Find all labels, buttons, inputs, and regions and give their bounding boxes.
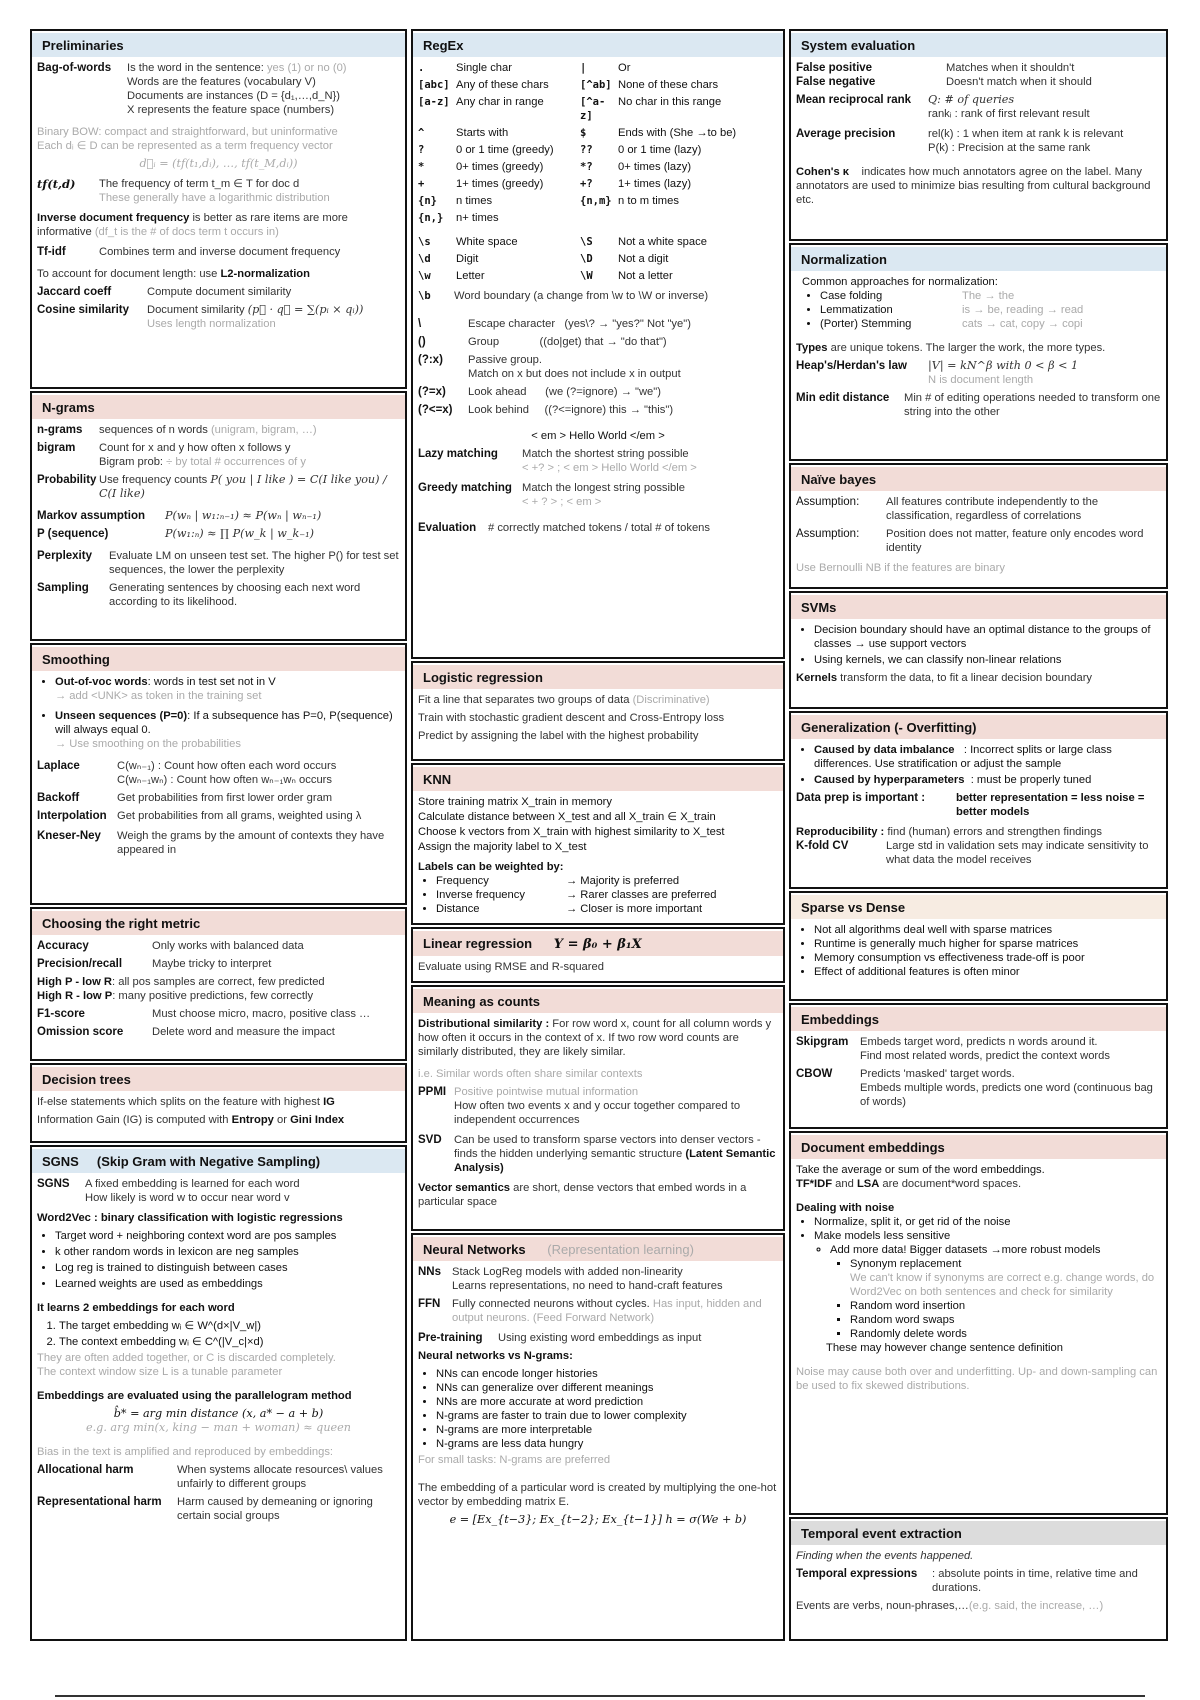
regex-description: Not a letter: [618, 270, 673, 282]
regex-symbol: ??: [580, 144, 593, 156]
regex-description: Any char in range: [456, 96, 544, 108]
regex-description: 1+ times (lazy): [618, 178, 692, 190]
regex-description: 0 or 1 time (greedy): [456, 144, 554, 156]
section-title: Neural Networks (Representation learning): [413, 1237, 783, 1261]
regex-symbol: $: [580, 127, 587, 139]
section-title: N-grams: [32, 395, 405, 419]
regex-description: Starts with: [456, 127, 509, 139]
regex-symbol: \S: [580, 236, 593, 248]
section-title: Embeddings: [791, 1007, 1166, 1031]
regex-description: Single char: [456, 62, 512, 74]
section-sparse-vs-dense: Sparse vs Dense • Not all algorithms deal well with sparse matrices • Runtime is generally much higher for sparse matrices • Memory consumption vs effectiveness trade-off is poor • Effect of additional features is often minor: [789, 891, 1168, 1001]
regex-symbol: *: [418, 161, 425, 173]
regex-symbol: *?: [580, 161, 593, 173]
regex-description: Not a white space: [618, 236, 707, 248]
section-title: Choosing the right metric: [32, 911, 405, 935]
term-idf: Inverse document frequency: [37, 212, 190, 224]
section-decision-trees: Decision trees If-else statements which splits on the feature with highest IG Information Gain (IG) is computed with Entropy or Gini Index: [30, 1063, 407, 1143]
regex-symbol: {n}: [418, 195, 437, 207]
regex-symbol: \w: [418, 270, 431, 282]
section-title: Meaning as counts: [413, 989, 783, 1013]
section-linear-regression: Linear regression Y = β₀ + β₁X Evaluate using RMSE and R-squared: [411, 927, 785, 983]
regex-symbol: [^a-z]: [580, 96, 606, 122]
regex-symbol: {n,m}: [580, 195, 612, 207]
section-metric: Choosing the right metric Accuracy Only works with balanced data Precision/recall Maybe tricky to interpret High P - low R: all pos samples are correct, few predicted High R - low P: many positive predictions, few correctly F1-score Must choose micro, macro, positive class … Omission score Delete word and measure the impact: [30, 907, 407, 1061]
regex-description: Ends with (She →to be): [618, 127, 737, 139]
regex-symbol: ?: [418, 144, 425, 156]
section-sgns: SGNS (Skip Gram with Negative Sampling) SGNS A fixed embedding is learned for each word How likely is word w to occur near word v Word2Vec : binary classification with logistic regressions • Target word + neighboring context word are pos samples • k other random words in lexicon are neg samples • Log reg is trained to distinguish between cases • Learned weights are used as embeddings It learns 2 embeddings for each word 1. The target embedding wᵢ ∈ W^(d×|V_w|) 2. The context embedding wᵢ ∈ C^(|V_c|×d) They are often added together, or C is discarded completely. The context window size L is a tunable parameter Embeddings are evaluated using the parallelogram method b̂* = arg min distance (x, a* − a + b) e.g. arg min(x, king − man + woman) ≈ queen Bias in the text is amplified and reproduced by embeddings: Allocational harm When systems allocate resources\ values unfairly to different groups Representational harm Harm caused by demeaning or ignoring certain social groups: [30, 1145, 407, 1641]
section-knn: KNN Store training matrix X_train in memory Calculate distance between X_test and all X_train ∈ X_train Choose k vectors from X_train with highest similarity to X_test Assign the majority label to X_test Labels can be weighted by: • Frequency → Majority is preferred • Inverse frequency → Rarer classes are preferred • Distance → Closer is more important: [411, 763, 785, 925]
section-title: Smoothing: [32, 647, 405, 671]
section-title: Linear regression Y = β₀ + β₁X: [413, 931, 783, 956]
section-title: Temporal event extraction: [791, 1521, 1166, 1545]
regex-symbol: {n,}: [418, 212, 444, 224]
section-title: RegEx: [413, 33, 783, 57]
term-bag-of-words: Bag-of-words: [37, 62, 112, 74]
regex-table-classes: [418, 235, 778, 283]
regex-table: [418, 61, 778, 225]
regex-symbol: [580, 211, 614, 225]
regex-symbol: |: [580, 62, 587, 74]
section-preliminaries: Preliminaries Bag-of-words Is the word in the sentence: yes (1) or no (0) Words are the features (vocabulary V) Documents are instances (D = {d₁,…,d_N}) X represents the feature space (numbers) Binary BOW: compact and straightforward, but uninformative Each dᵢ ∈ D can be represented as a term frequency vector d⃗ᵢ = (tf(t₁,dᵢ), …, tf(t_M,dᵢ)) tf(t,d) The frequency of term t_m ∈ T for doc d These generally have a logarithmic distribution Inverse document frequency is better as rare items are more informative (df_t is the # of docs term t occurs in) Tf-idf Combines term and inverse document frequency To account for document length: use L2-normalization Jaccard coeff Compute document similarity Cosine similarity Document similarity (p⃗ · q⃗ = ∑(pᵢ × qᵢ)) Uses length normalization: [30, 29, 407, 389]
term-tfidf: Tf-idf: [37, 246, 66, 258]
section-normalization: Normalization Common approaches for normalization: • Case folding The → the • Lemmatization is → be, reading → read • (Porter) Stemming cats → cat, copy → copi Types are unique tokens. The larger the work, the more types. Heap's/Herdan's law |V| = kN^β with 0 < β < 1 N is document length Min edit distance Min # of editing operations needed to transform one string into the other: [789, 243, 1168, 461]
section-document-embeddings: Document embeddings Take the average or sum of the word embeddings. TF*IDF and LSA are document*word spaces. Dealing with noise • Normalize, split it, or get rid of the noise • Make models less sensitive ◦ Add more data! Bigger datasets →more robust models ▪ Synonym replacement We can't know if synonyms are correct e.g. change words, do Word2Vec on both sentences and check for similarity ▪ Random word insertion ▪ Random word swaps ▪ Randomly delete words These may however change sentence definition Noise may cause both over and underfitting. Up- and down-sampling can be used to fix skewed distributions.: [789, 1131, 1168, 1515]
regex-description: n+ times: [456, 212, 499, 224]
regex-symbol: ^: [418, 127, 425, 139]
regex-description: n times: [456, 195, 493, 207]
section-title: SVMs: [791, 595, 1166, 619]
term-cosine: Cosine similarity: [37, 304, 130, 316]
regex-description: 0+ times (greedy): [456, 161, 544, 173]
term-tf: tf(t,d): [37, 177, 76, 191]
note: Each dᵢ ∈ D can be represented as a term frequency vector: [37, 140, 333, 152]
section-smoothing: Smoothing • Out-of-voc words: words in test set not in V → add <UNK> as token in the training set • Unseen sequences (P=0): If a subsequence has P=0, P(sequence) will always equal 0. → Use smoothing on the probabilities Laplace C(wₙ₋₁) : Count how often each word occurs C(wₙ₋₁wₙ) : Count how often wₙ₋₁wₙ occurs Backoff Get probabilities from first lower order gram Interpolation Get probabilities from all grams, weighted using λ Kneser-Ney Weigh the grams by the amount of contexts they have appeared in: [30, 643, 407, 905]
regex-description: Digit: [456, 253, 479, 265]
regex-description: No char in this range: [618, 96, 722, 108]
section-neural-networks: Neural Networks (Representation learning) NNs Stack LogReg models with added non-linearity Learns representations, no need to hand-craft features FFN Fully connected neurons without cycles. Has input, hidden and output neurons. (Feed Forward Network) Pre-training Using existing word embeddings as input Neural networks vs N-grams: • NNs can encode longer histories • NNs can generalize over different meanings • NNs are more accurate at word prediction • N-grams are faster to train due to lower complexity • N-grams are more interpretable • N-grams are less data hungry For small tasks: N-grams are preferred The embedding of a particular word is created by multiplying the one-hot vector by embedding matrix E. e = [Ex_{t−3}; Ex_{t−2}; Ex_{t−1}] h = σ(We + b): [411, 1233, 785, 1641]
regex-symbol: \D: [580, 253, 593, 265]
section-embeddings: Embeddings Skipgram Embeds target word, predicts n words around it. Find most related words, predict the context words CBOW Predicts 'masked' target words. Embeds multiple words, predicts one word (continuous bag of words): [789, 1003, 1168, 1129]
regex-description: [618, 211, 778, 225]
regex-description: Or: [618, 62, 631, 74]
regex-description: 1+ times (greedy): [456, 178, 544, 190]
section-naive-bayes: Naïve bayes Assumption: All features contribute independently to the classification, regardless of correlations Assumption: Position does not matter, feature only encodes word identity Use Bernoulli NB if the features are binary: [789, 463, 1168, 589]
section-title: System evaluation: [791, 33, 1166, 57]
section-generalization: Generalization (- Overfitting) • Caused by data imbalance : Incorrect splits or large class differences. Use stratification or adjust the sample • Caused by hyperparameters : must be properly tuned Data prep is important : better representation = less noise = better models Reproducibility : find (human) errors and strengthen findings K-fold CV Large std in validation sets may indicate sensitivity to what data the model receives: [789, 711, 1168, 889]
regex-description: 0 or 1 time (lazy): [618, 144, 702, 156]
section-title: Logistic regression: [413, 665, 783, 689]
regex-description: Any of these chars: [456, 79, 549, 91]
section-title: KNN: [413, 767, 783, 791]
regex-symbol: .: [418, 62, 425, 74]
section-title: Document embeddings: [791, 1135, 1166, 1159]
section-ngrams: N-grams n-grams sequences of n words (unigram, bigram, …) bigram Count for x and y how often x follows y Bigram prob: ÷ by total # occurrences of y Probability Use frequency counts P( you | I like ) = C(I like you) / C(I like) Markov assumption P(wₙ | w₁:ₙ₋₁) ≈ P(wₙ | wₙ₋₁) P (sequence) P(w₁:ₙ) ≈ ∏ P(w_k | w_k₋₁) Perplexity Evaluate LM on unseen test set. The higher P() for test set sequences, the lower the perplexity Sampling Generating sentences by choosing each next word according to its likelihood.: [30, 391, 407, 641]
footer-rule: [55, 1695, 1145, 1697]
section-title: SGNS (Skip Gram with Negative Sampling): [32, 1149, 405, 1173]
regex-description: Letter: [456, 270, 485, 282]
note: Binary BOW: compact and straightforward, but uninformative: [37, 126, 338, 138]
section-title: Sparse vs Dense: [791, 895, 1166, 919]
section-system-evaluation: System evaluation False positive Matches when it shouldn't False negative Doesn't match when it should Mean reciprocal rank Q: # of queries rankᵢ : rank of first relevant result Average precision rel(k) : 1 when item at rank k is relevant P(k) : Precision at the same rank Cohen's κ indicates how much annotators agree on the label. Many annotators are used to minimize bias resulting from cultural background etc.: [789, 29, 1168, 241]
section-title: Preliminaries: [32, 33, 405, 57]
regex-symbol: +?: [580, 178, 593, 190]
regex-symbol: \W: [580, 270, 593, 282]
regex-symbol: \d: [418, 253, 431, 265]
regex-symbol: [^ab]: [580, 79, 612, 91]
section-meaning-as-counts: Meaning as counts Distributional similarity : For row word x, count for all column words y how often it occurs in the context of x. If two row word counts are similarly distributed, they are likely similar. i.e. Similar words often share similar contexts PPMI Positive pointwise mutual information How often two events x and y occur together compared to independent occurrences SVD Can be used to transform sparse vectors into denser vectors - finds the hidden underlying semantic structure (Latent Semantic Analysis) Vector semantics are short, dense vectors that embed words in a particular space: [411, 985, 785, 1231]
section-title: Decision trees: [32, 1067, 405, 1091]
section-svms: SVMs • Decision boundary should have an optimal distance to the groups of classes → use support vectors • Using kernels, we can classify non-linear relations Kernels transform the data, to fit a linear decision boundary: [789, 591, 1168, 709]
formula: d⃗ᵢ = (tf(t₁,dᵢ), …, tf(t_M,dᵢ)): [139, 157, 298, 170]
section-logistic-regression: Logistic regression Fit a line that separates two groups of data (Discriminative) Train with stochastic gradient descent and Cross-Entropy loss Predict by assigning the label with the highest probability: [411, 661, 785, 761]
regex-description: None of these chars: [618, 79, 719, 91]
regex-description: White space: [456, 236, 518, 248]
section-title: Normalization: [791, 247, 1166, 271]
regex-description: 0+ times (lazy): [618, 161, 692, 173]
regex-symbol: \s: [418, 236, 431, 248]
regex-description: n to m times: [618, 195, 679, 207]
section-temporal-event-extraction: Temporal event extraction Finding when the events happened. Temporal expressions : absolute points in time, relative time and durations. Events are verbs, noun-phrases,…(e.g. said, the increase, …): [789, 1517, 1168, 1641]
term-jaccard: Jaccard coeff: [37, 286, 112, 298]
regex-symbol: [a-z]: [418, 96, 450, 108]
section-title: Naïve bayes: [791, 467, 1166, 491]
regex-description: Not a digit: [618, 253, 669, 265]
section-title: Generalization (- Overfitting): [791, 715, 1166, 739]
regex-symbol: [abc]: [418, 79, 450, 91]
section-regex: RegEx . Single char | Or [abc] Any of these chars [^ab] None of these chars [a-z] Any char in range [^a-z] No char in this range ^ Starts with $ Ends with (She →to be) ? 0 or 1 time (greedy) ?? 0 or 1 time (lazy) * 0+ times (greedy) *? 0+ times (lazy) + 1+ times (greedy) +? 1+ times (lazy) {n} n times {n,m} n to m times {n,} n+ times \s White space \S Not a white space \d Digit \D Not a digit \w Letter \W Not a letter \b Word boundary (a change from \w to \W or inverse) \ Escape character (yes\? → "yes?" Not "ye") () Group ((do|get) that → "do that") (?:x) Passive group. Match on x but does not include x in output (?=x) Look ahead (we (?=ignore) → "we") (?<=x) Look behind ((?<=ignore) this → "this") < em > Hello World </em > Lazy matching Match the shortest string possible < +? > ; < em > Hello World </em > Greedy matching Match the longest string possible < + ? > ; < em > Evaluation # correctly matched tokens / total # of tokens: [411, 29, 785, 659]
cheat-sheet: [30, 29, 1168, 1641]
regex-symbol: +: [418, 178, 425, 190]
